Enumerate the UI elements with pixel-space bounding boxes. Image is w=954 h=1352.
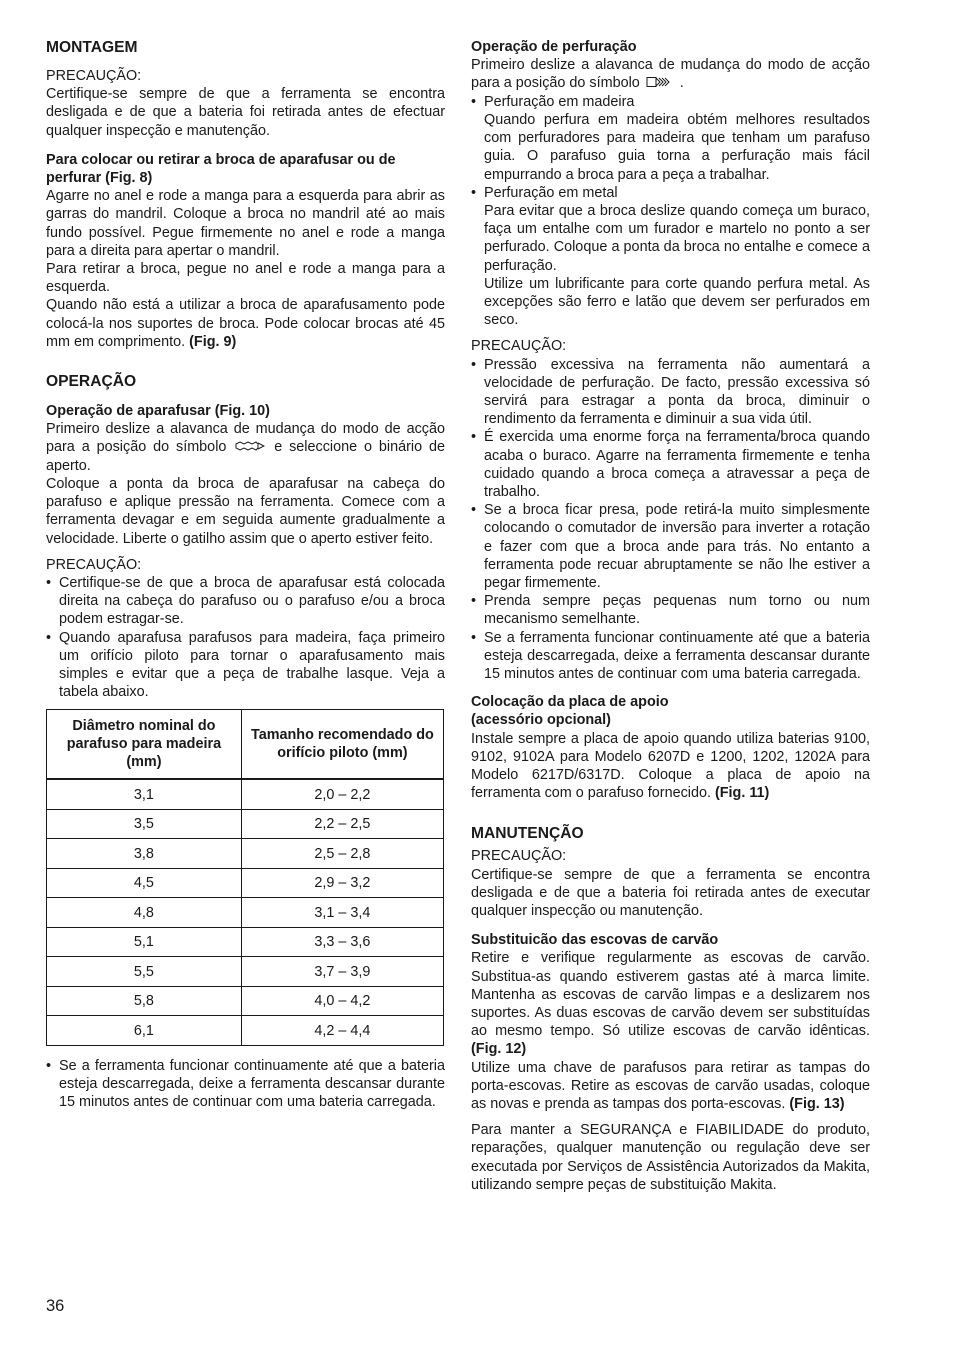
- bullet-text: Quando perfura em madeira obtém melhores resultados com perfuradores para madeira que tenham um parafuso guia. O parafuso guia torna a perfuração mais fácil empurrando a broca para a peça a trabalhar.: [484, 111, 870, 183]
- table-cell: 5,5: [47, 957, 242, 987]
- table-cell: 3,1 – 3,4: [241, 898, 443, 928]
- bullet-title: • Perfuração em madeira: [484, 93, 635, 110]
- section-operacao: [46, 372, 445, 701]
- table-cell: 5,1: [47, 927, 242, 957]
- table-row: [47, 898, 444, 928]
- table-row: [47, 779, 444, 809]
- drill-mode-symbol-icon: [646, 75, 678, 93]
- broca-p1: Agarre no anel e rode a manga para a esquerda para abrir as garras do mandril. Coloque a broca no mandril até ao mais fundo possível. Pegue firmemente no anel e rode a manga para a direita para apertar o mandril.: [46, 188, 445, 259]
- bullet-text: Para evitar que a broca deslize quando começa um buraco, faça um entalhe com um furador e martelo no ponto a ser perfurado. Coloque a ponta da broca no entalhe e comece a perfuração.: [484, 202, 870, 274]
- list-item: • Quando aparafusa parafusos para madeira, faça primeiro um orifício piloto para tornar o aparafusamento mais simples e evitar que a peça de trabalhe lasque. Veja a tabela abaixo.: [46, 629, 445, 702]
- montagem-text: Certifique-se sempre de que a ferramenta se encontra desligada e de que a bateria foi retirada antes de efectuar qualquer inspecção e manutenção.: [46, 86, 445, 139]
- section-placa: [471, 693, 870, 802]
- fig-ref: (Fig. 9): [189, 333, 237, 350]
- precaucao-list: [471, 356, 870, 684]
- table-cell: 3,1: [47, 779, 242, 809]
- list-item: [471, 93, 870, 184]
- precaucao-list: [46, 574, 445, 701]
- fig-ref: (Fig. 12): [471, 1041, 527, 1058]
- precaucao-label: PRECAUÇÃO:: [471, 848, 567, 865]
- table-cell: 2,9 – 3,2: [241, 868, 443, 898]
- heading-placa: Colocação da placa de apoio (acessório opcional): [471, 694, 669, 729]
- after-table-list: [46, 1057, 445, 1112]
- table-cell: 2,5 – 2,8: [241, 839, 443, 869]
- list-item: • Se a ferramenta funcionar continuamente até que a bateria esteja descarregada, deixe a ferramenta descansar durante 15 minutos antes de continuar com uma bateria carregada.: [471, 629, 870, 684]
- table-cell: 5,8: [47, 986, 242, 1016]
- table-row: [47, 809, 444, 839]
- table-cell: 3,8: [47, 839, 242, 869]
- list-item: [471, 184, 870, 330]
- section-broca: [46, 151, 445, 351]
- table-cell: 2,2 – 2,5: [241, 809, 443, 839]
- table-row: [47, 1016, 444, 1046]
- table-cell: 4,5: [47, 868, 242, 898]
- heading-escovas: Substituicão das escovas de carvão: [471, 932, 719, 949]
- table-cell: 3,3 – 3,6: [241, 927, 443, 957]
- list-item: • Se a ferramenta funcionar continuamente até que a bateria esteja descarregada, deixe a ferramenta descansar durante 15 minutos antes de continuar com uma bateria carregada.: [46, 1057, 445, 1112]
- pilot-hole-table: [46, 709, 444, 1046]
- heading-perfuracao: Operação de perfuração: [471, 39, 637, 55]
- list-item: • Pressão excessiva na ferramenta não aumentará a velocidade de perfuração. De facto, pressão excessiva só servirá para estragar a ponta da broca, diminuir o rendimento da ferramenta e diminuir a sua vida útil.: [471, 356, 870, 429]
- section-montagem: [46, 38, 445, 140]
- heading-aparafusar: Operação de aparafusar (Fig. 10): [46, 403, 270, 420]
- table-header-pilot: Tamanho recomendado do orifício piloto (mm): [241, 710, 443, 780]
- bullet-text: Utilize um lubrificante para corte quando perfura metal. As excepções são ferro e latão que devem ser perfurados em seco.: [484, 275, 870, 329]
- pilot-hole-table-wrap: [46, 709, 445, 1046]
- table-cell: 4,0 – 4,2: [241, 986, 443, 1016]
- escovas-p3: Para manter a SEGURANÇA e FIABILIDADE do produto, reparações, qualquer manutenção ou regulação deve ser executada por Serviços de Assistência Autorizados da Makita, utilizando sempre peças de substituição Makita.: [471, 1122, 870, 1193]
- escovas-p1: Retire e verifique regularmente as escovas de carvão. Substitua-as quando estiverem gastas até à marca limite. Mantenha as escovas de carvão limpas e a deslizarem nos suportes. As duas escovas de carvão devem ser substituídas ao mesmo tempo. Só utilize escovas de carvão idênticas. (Fig. 12): [471, 950, 870, 1058]
- table-cell: 2,0 – 2,2: [241, 779, 443, 809]
- precaucao-label: PRECAUÇÃO:: [46, 68, 142, 84]
- table-row: [47, 927, 444, 957]
- heading-operacao: OPERAÇÃO: [46, 373, 137, 391]
- list-item: • Certifique-se de que a broca de aparafusar está colocada direita na cabeça do parafuso ou o parafuso e/ou a broca podem estragar-se.: [46, 574, 445, 629]
- precaucao-label: PRECAUÇÃO:: [46, 556, 142, 573]
- list-item: • É exercida uma enorme força na ferramenta/broca quando acaba o buraco. Agarre na ferramenta firmemente e tenha cuidado quando a broca começa a atravessar a peça de trabalho.: [471, 428, 870, 501]
- table-cell: 4,2 – 4,4: [241, 1016, 443, 1046]
- table-row: [47, 839, 444, 869]
- list-item: • Prenda sempre peças pequenas num torno ou num mecanismo semelhante.: [471, 592, 870, 628]
- heading-montagem: MONTAGEM: [46, 39, 138, 56]
- section-perfuracao: [471, 38, 870, 683]
- escovas-p2: Utilize uma chave de parafusos para retirar as tampas do porta-escovas. Retire as escovas de carvão usadas, coloque as novas e prenda as tampas dos porta-escovas. (Fig. 13): [471, 1059, 870, 1113]
- table-header-diameter: Diâmetro nominal do parafuso para madeira (mm): [47, 710, 242, 780]
- section-manutencao: [471, 824, 870, 1194]
- aparafusar-p2: Coloque a ponta da broca de aparafusar na cabeça do parafuso e aplique pressão na ferramenta. Comece com a ferramenta devagar e em seguida aumente gradualmente a velocidade. Liberte o gatilho assim que o aperto estiver feito.: [46, 475, 445, 547]
- list-item: • Se a broca ficar presa, pode retirá-la muito simplesmente colocando o comutador de inversão para inverter a rotação e fazer com que a broca ande para trás. No entanto a ferramenta pode recuar abruptamente se não lhe estiver a pegar firmemente.: [471, 501, 870, 592]
- aparafusar-p1: Primeiro deslize a alavanca de mudança do modo de acção para a posição do símbolo e seleccione o binário de aperto.: [46, 421, 446, 474]
- fig-ref: (Fig. 13): [789, 1096, 845, 1113]
- table-cell: 4,8: [47, 898, 242, 928]
- bullet-title: • Perfuração em metal: [484, 184, 618, 201]
- left-column: [46, 38, 445, 1112]
- table-header-row: [47, 710, 444, 780]
- perfuracao-list: [471, 93, 870, 330]
- perfuracao-p1: Primeiro deslize a alavanca de mudança do modo de acção para a posição do símbolo .: [471, 57, 870, 92]
- table-row: [47, 986, 444, 1016]
- heading-manutencao: MANUTENÇÃO: [471, 825, 584, 843]
- placa-text: Instale sempre a placa de apoio quando utiliza baterias 9100, 9102, 9102A para Modelo 6207D e 1200, 1202, 1202A para Modelo 6217D/6317D. Coloque a placa de apoio na ferramenta com o parafuso fornecido. (Fig. 11): [471, 730, 870, 802]
- table-cell: 3,5: [47, 809, 242, 839]
- heading-broca: Para colocar ou retirar a broca de aparafusar ou de perfurar (Fig. 8): [46, 151, 396, 187]
- fig-ref: (Fig. 11): [714, 785, 770, 802]
- screw-mode-symbol-icon: [235, 439, 265, 457]
- table-row: [47, 868, 444, 898]
- broca-p3: Quando não está a utilizar a broca de aparafusamento pode colocá-la nos suportes de broca. Pode colocar brocas até 45 mm em comprimento. (Fig. 9): [46, 297, 445, 350]
- manutencao-text: Certifique-se sempre de que a ferramenta se encontra desligada e de que a bateria foi retirada antes de executar qualquer inspecção ou manutenção.: [471, 866, 870, 920]
- right-column: [471, 38, 870, 1194]
- broca-p2: Para retirar a broca, pegue no anel e rode a manga para a esquerda.: [46, 261, 445, 296]
- table-cell: 6,1: [47, 1016, 242, 1046]
- table-cell: 3,7 – 3,9: [241, 957, 443, 987]
- page-number: 36: [46, 1297, 65, 1315]
- precaucao-label: PRECAUÇÃO:: [471, 338, 567, 355]
- table-row: [47, 957, 444, 987]
